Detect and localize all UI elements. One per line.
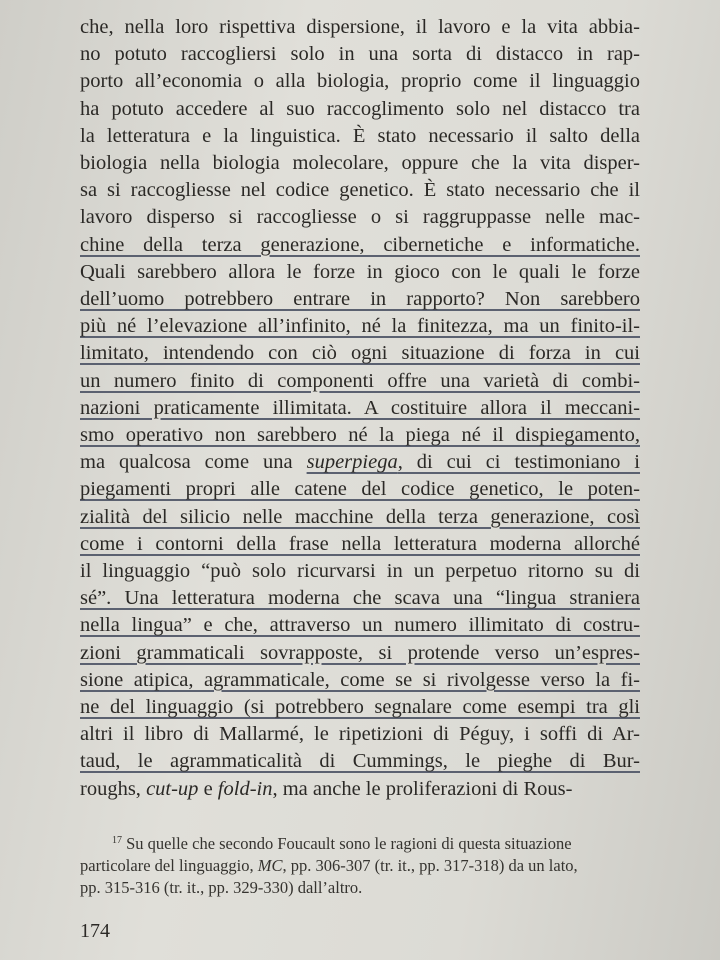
- text-line: Quali sarebbero allora le forze in gioco con le quali le forze: [80, 260, 640, 283]
- text-line: [80, 776, 640, 803]
- text-line: biologia nella biologia molecolare, oppure che la vita disper-: [80, 152, 640, 175]
- text-line: zialità del silicio nelle macchine della terza generazione, così: [80, 505, 640, 528]
- text-fragment: roughs,: [80, 777, 147, 800]
- text-line: più né l’elevazione all’infinito, né la finitezza, ma un finito-il-: [80, 315, 640, 338]
- text-line: il linguaggio “può solo ricurvarsi in un perpetuo ritorno su di: [80, 560, 640, 583]
- text-line: nazioni praticamente illimitata. A costituire allora il meccani-: [80, 396, 640, 419]
- main-text: [80, 14, 640, 803]
- text-fragment: ma qualcosa come una: [80, 451, 307, 474]
- page-number: 174: [80, 920, 110, 942]
- footnote-text: particolare del linguaggio,: [80, 856, 258, 875]
- text-line: porto all’economia o alla biologia, proprio come il linguaggio: [80, 70, 640, 93]
- text-line: dell’uomo potrebbero entrare in rapporto? Non sarebbero: [80, 288, 640, 311]
- text-line: sé”. Una letteratura moderna che scava una “lingua straniera: [80, 587, 640, 610]
- text-line: chine della terza generazione, cibernetiche e informatiche.: [80, 233, 640, 256]
- text-fragment: e: [198, 777, 218, 800]
- text-line: come i contorni della frase nella letteratura moderna allorché: [80, 532, 640, 555]
- text-line: sione atipica, agrammaticale, come se si rivolgesse verso la fi-: [80, 668, 640, 691]
- footnote-line: pp. 315-316 (tr. it., pp. 329-330) dall’altro.: [80, 878, 363, 897]
- italic-term: superpiega: [306, 451, 398, 474]
- text-line: altri il libro di Mallarmé, le ripetizioni di Péguy, i soffi di Ar-: [80, 723, 640, 746]
- footnote: [80, 830, 640, 899]
- italic-term: fold-in: [217, 777, 273, 800]
- footnote-line: [80, 855, 640, 877]
- italic-term: cut-up: [146, 777, 199, 800]
- text-line: taud, le agrammaticalità di Cummings, le pieghe di Bur-: [80, 750, 640, 773]
- text-fragment: , di cui ci testimoniano i: [397, 451, 640, 474]
- text-line: ha potuto accedere al suo raccoglimento solo nel distacco tra: [80, 97, 640, 120]
- footnote-text: , pp. 306-307 (tr. it., pp. 317-318) da un lato,: [282, 856, 578, 875]
- text-line: lavoro disperso si raccogliesse o si raggruppasse nelle mac-: [80, 206, 640, 229]
- text-line: che, nella loro rispettiva dispersione, il lavoro e la vita abbia-: [80, 16, 640, 38]
- text-fragment: , ma anche le proliferazioni di Rous-: [272, 777, 573, 800]
- text-line: sa si raccogliesse nel codice genetico. È stato necessario che il: [80, 179, 640, 202]
- footnote-line: [80, 830, 640, 855]
- text-line: smo operativo non sarebbero né la piega né il dispiegamento,: [80, 424, 640, 447]
- footnote-number: 17: [112, 835, 122, 846]
- text-line: un numero finito di componenti offre una varietà di combi-: [80, 369, 640, 392]
- text-line: piegamenti propri alle catene del codice genetico, le poten-: [80, 478, 640, 501]
- text-line: ne del linguaggio (si potrebbero segnalare come esempi tra gli: [80, 696, 640, 719]
- footnote-text: Su quelle che secondo Foucault sono le ragioni di questa situazione: [122, 834, 572, 853]
- text-line: la letteratura e la linguistica. È stato necessario il salto della: [80, 124, 640, 147]
- text-line: [80, 449, 640, 476]
- text-line: nella lingua” e che, attraverso un numero illimitato di costru-: [80, 614, 640, 637]
- text-line: no potuto raccogliersi solo in una sorta di distacco in rap-: [80, 43, 640, 66]
- footnote-abbrev: MC: [257, 856, 283, 875]
- text-line: zioni grammaticali sovrapposte, si protende verso un’espres-: [80, 641, 640, 664]
- text-line: limitato, intendendo con ciò ogni situazione di forza in cui: [80, 342, 640, 365]
